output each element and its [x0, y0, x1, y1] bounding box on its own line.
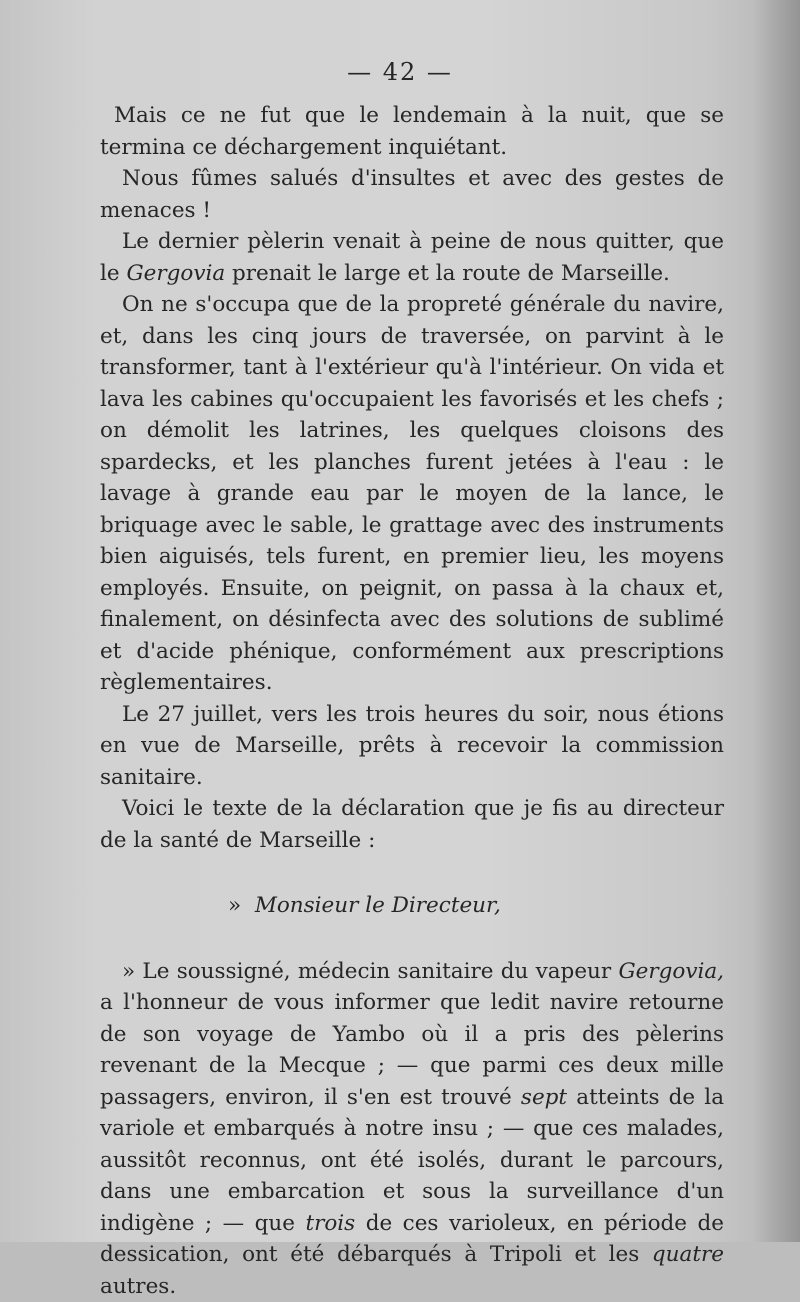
- letter-text-5: autres.: [100, 1274, 176, 1299]
- salutation-text: Monsieur le Directeur,: [255, 893, 501, 918]
- paragraph-3-text-a: Le dernier pèlerin venait à peine de nous quitter, que le: [100, 229, 724, 286]
- letter-emphasis-quatre: quatre: [652, 1242, 724, 1267]
- letter-text-3: atteints de la variole et embarqués à notre insu ; — que ces malades, aussitôt reconnus, ont été isolés, durant le parcours, dans une embarcation et sous la surveillance d'un indigène ; — que: [100, 1085, 724, 1236]
- letter-emphasis-trois: trois: [305, 1211, 355, 1236]
- letter-salutation: [100, 890, 724, 922]
- paragraph-5: Le 27 juillet, vers les trois heures du soir, nous étions en vue de Marseille, prêts à recevoir la commission sanitaire.: [100, 699, 724, 794]
- paragraph-1: Mais ce ne fut que le lendemain à la nuit, que se termina ce déchargement inquiétant.: [100, 100, 724, 163]
- paragraph-4: On ne s'occupa que de la propreté générale du navire, et, dans les cinq jours de traversée, on parvint à le transformer, tant à l'extérieur qu'à l'intérieur. On vida et lava les cabines qu'occupaient les favorisés et les chefs ; on démolit les latrines, les quelques cloisons des spardecks, et les planches furent jetées à l'eau : le lavage à grande eau par le moyen de la lance, le briquage avec le sable, le grattage avec des instruments bien aiguisés, tels furent, en premier lieu, les moyens employés. Ensuite, on peignit, on passa à la chaux et, finalement, on désinfecta avec des solutions de sublimé et d'acide phénique, conformément aux prescriptions règlementaires.: [100, 289, 724, 699]
- letter-ship-name: Gergovia,: [618, 959, 724, 984]
- salutation-quote-mark: »: [228, 893, 241, 918]
- letter-emphasis-sept: sept: [521, 1085, 567, 1110]
- paragraph-3-text-b: prenait le large et la route de Marseille.: [225, 261, 670, 286]
- letter-text-4: de ces varioleux, en période de dessication, ont été débarqués à Tripoli et les: [100, 1211, 724, 1268]
- page-body: [100, 100, 724, 1302]
- letter-text-1: » Le soussigné, médecin sanitaire du vapeur: [122, 959, 618, 984]
- ship-name: Gergovia: [126, 261, 225, 286]
- letter-body: [100, 956, 724, 1302]
- page-number: — 42 —: [0, 58, 800, 86]
- letter-text-2: a l'honneur de vous informer que ledit navire retourne de son voyage de Yambo où il a pris des pèlerins revenant de la Mecque ; — que parmi ces deux mille passagers, environ, il s'en est trouvé: [100, 990, 724, 1110]
- paragraph-6: Voici le texte de la déclaration que je fis au directeur de la santé de Marseille :: [100, 793, 724, 856]
- paragraph-3: [100, 226, 724, 289]
- paragraph-2: Nous fûmes salués d'insultes et avec des gestes de menaces !: [100, 163, 724, 226]
